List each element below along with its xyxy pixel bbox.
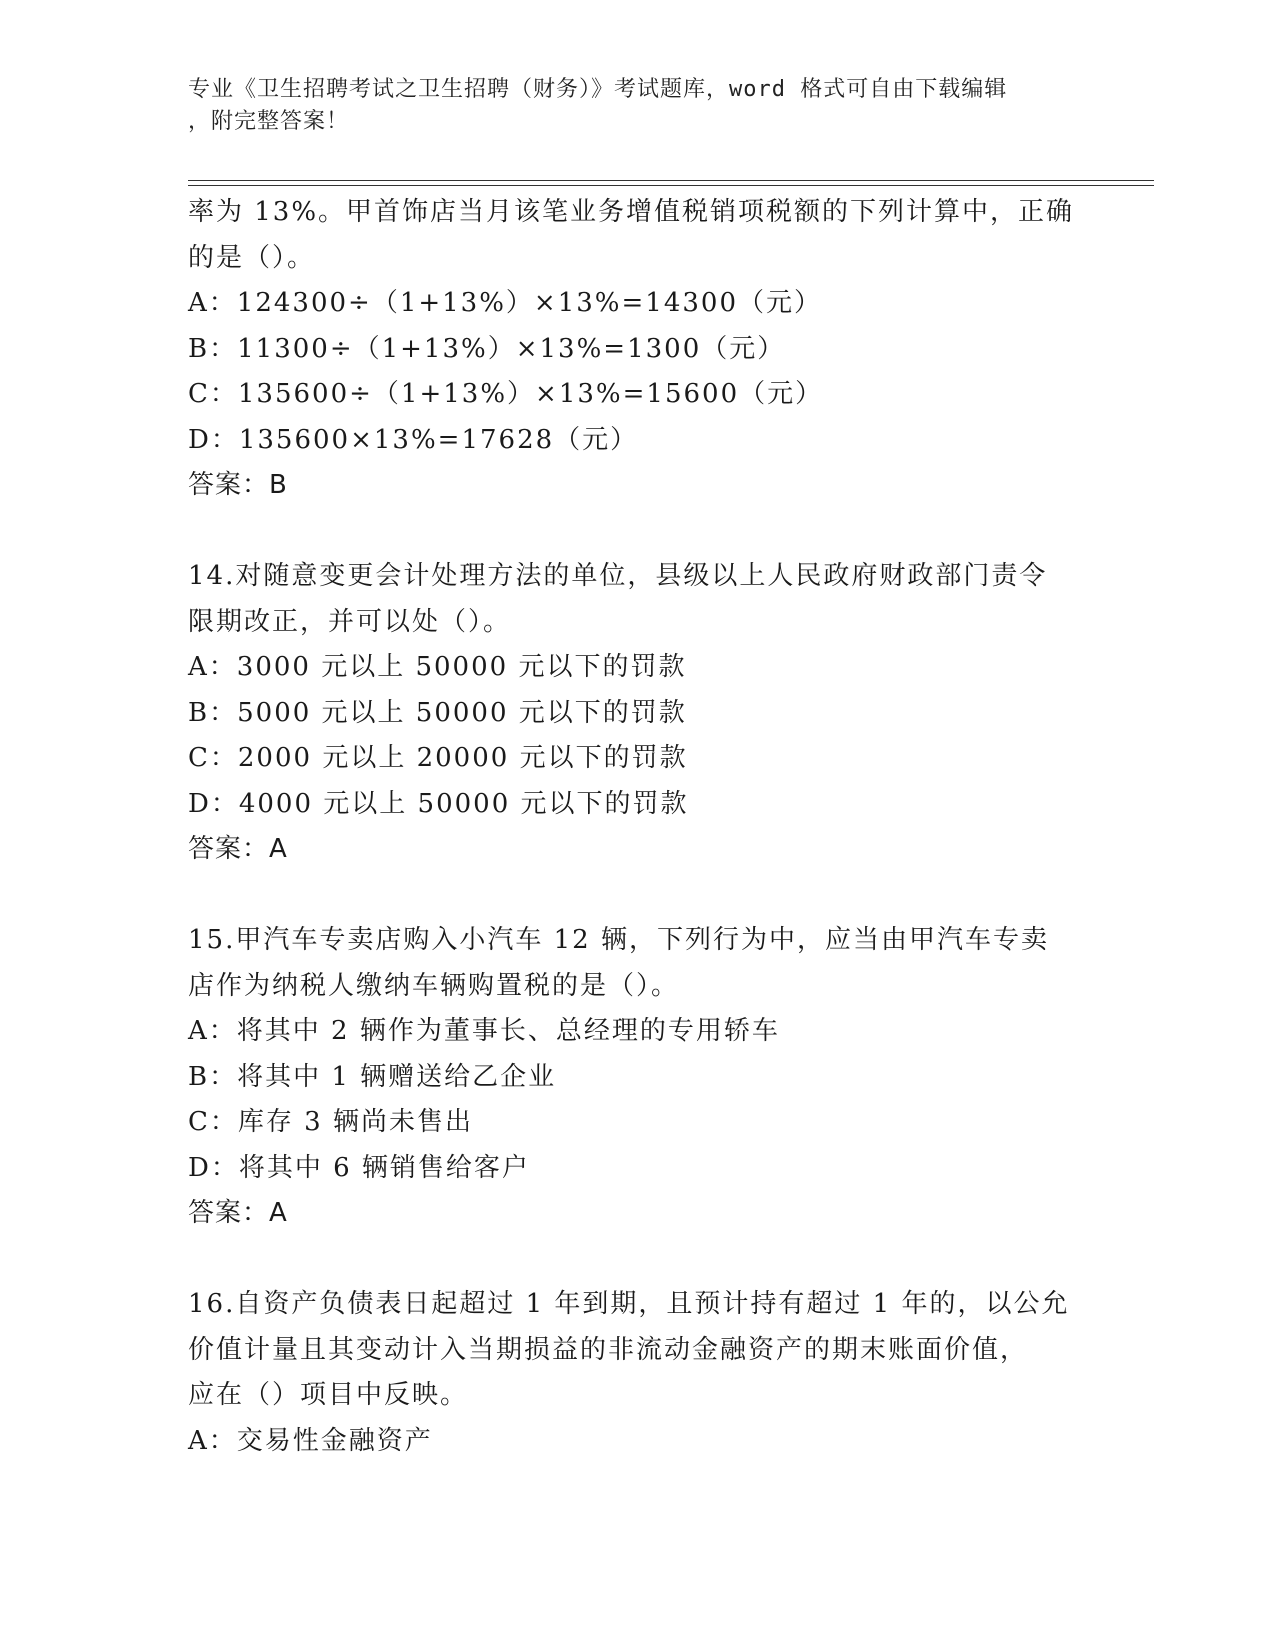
header-rule-bottom xyxy=(188,185,1154,186)
question-stem-line: 率为 13%。甲首饰店当月该笔业务增值税销项税额的下列计算中，正确 xyxy=(188,197,1075,227)
spacer xyxy=(188,873,1088,919)
page-header xyxy=(188,74,1088,138)
option-a: A：将其中 2 辆作为董事长、总经理的专用轿车 xyxy=(188,1016,780,1046)
header-rule-top xyxy=(188,180,1154,181)
option-a: A：交易性金融资产 xyxy=(188,1425,433,1456)
question-stem-line: 16.自资产负债表日起超过 1 年到期，且预计持有超过 1 年的，以公允 xyxy=(188,1289,1070,1319)
option-c: C：2000 元以上 20000 元以下的罚款 xyxy=(188,743,688,773)
question-stem-line: 店作为纳税人缴纳车辆购置税的是（）。 xyxy=(188,970,680,1001)
option-d: D：4000 元以上 50000 元以下的罚款 xyxy=(188,788,689,819)
question-stem-line: 的是（）。 xyxy=(188,242,316,273)
spacer xyxy=(188,1237,1088,1283)
question-16 xyxy=(188,1282,1088,1464)
option-a: A：3000 元以上 50000 元以下的罚款 xyxy=(188,652,687,682)
question-13 xyxy=(188,190,1088,509)
answer-line: 答案：A xyxy=(188,834,288,864)
option-c: C：135600÷（1+13%）×13%=15600（元） xyxy=(188,379,824,409)
spacer xyxy=(188,509,1088,555)
question-stem-line: 应在（）项目中反映。 xyxy=(188,1380,469,1410)
question-stem-line: 限期改正，并可以处（）。 xyxy=(188,606,512,637)
option-d: D：135600×13%=17628（元） xyxy=(188,424,639,455)
option-d: D：将其中 6 辆销售给客户 xyxy=(188,1152,530,1183)
header-line-1: 专业《卫生招聘考试之卫生招聘（财务）》考试题库，word 格式可自由下载编辑 xyxy=(188,77,1008,102)
question-14 xyxy=(188,554,1088,873)
option-b: B：将其中 1 辆赠送给乙企业 xyxy=(188,1061,557,1092)
header-line-2: ，附完整答案！ xyxy=(188,109,350,134)
question-15 xyxy=(188,918,1088,1237)
question-stem-line: 15.甲汽车专卖店购入小汽车 12 辆，下列行为中，应当由甲汽车专卖 xyxy=(188,925,1049,955)
question-stem-line: 14.对随意变更会计处理方法的单位，县级以上人民政府财政部门责令 xyxy=(188,561,1048,591)
question-stem-line: 价值计量且其变动计入当期损益的非流动金融资产的期末账面价值， xyxy=(188,1334,1029,1365)
answer-line: 答案：B xyxy=(188,470,288,500)
option-c: C：库存 3 辆尚未售出 xyxy=(188,1107,473,1137)
answer-line: 答案：A xyxy=(188,1198,288,1228)
document-body xyxy=(188,190,1088,1464)
option-b: B：11300÷（1+13%）×13%=1300（元） xyxy=(188,333,786,364)
option-a: A：124300÷（1+13%）×13%=14300（元） xyxy=(188,288,822,318)
option-b: B：5000 元以上 50000 元以下的罚款 xyxy=(188,697,687,728)
